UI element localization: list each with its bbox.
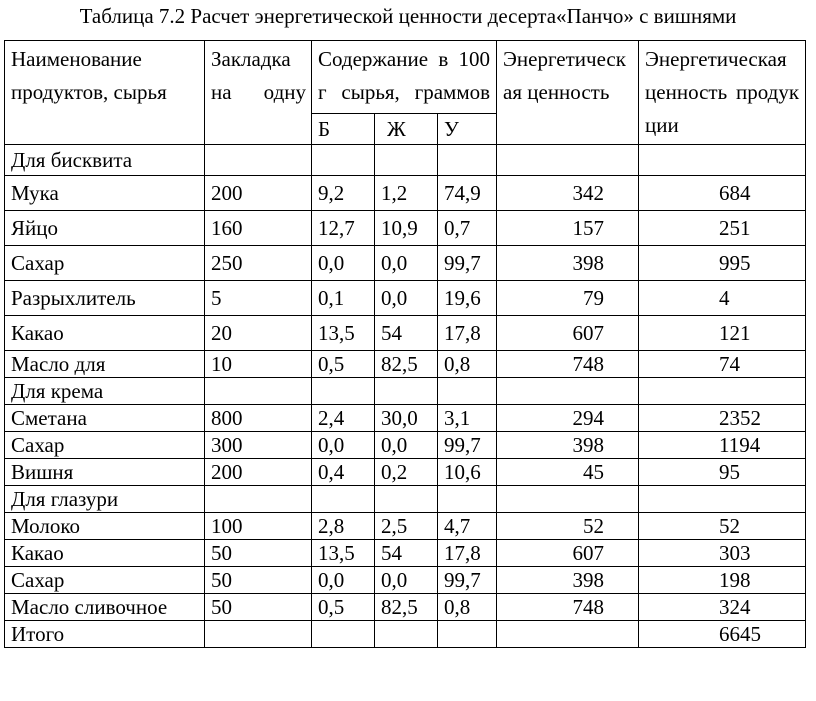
cell-energy-total: 121	[639, 316, 806, 351]
cell-amount	[205, 145, 312, 176]
cell-energy-100: 294	[497, 405, 639, 432]
header-row	[5, 41, 806, 114]
cell-energy-100	[497, 621, 639, 648]
cell-amount: 20	[205, 316, 312, 351]
cell-protein: 0,5	[312, 594, 375, 621]
cell-energy-100: 79	[497, 281, 639, 316]
cell-name: Разрыхлитель	[5, 281, 205, 316]
cell-name: Какао	[5, 540, 205, 567]
cell-protein: 13,5	[312, 316, 375, 351]
cell-energy-total: 324	[639, 594, 806, 621]
header-name-text: Наименование продуктов, сырья	[11, 47, 167, 104]
cell-protein	[312, 621, 375, 648]
table-caption: Таблица 7.2 Расчет энергетической ценности десерта«Панчо» с вишнями	[79, 4, 737, 28]
cell-protein: 9,2	[312, 176, 375, 211]
cell-energy-total	[639, 378, 806, 405]
cell-protein: 13,5	[312, 540, 375, 567]
cell-energy-total: 198	[639, 567, 806, 594]
cell-protein	[312, 486, 375, 513]
cell-amount: 100	[205, 513, 312, 540]
cell-name: Сахар	[5, 567, 205, 594]
cell-amount	[205, 486, 312, 513]
cell-protein	[312, 378, 375, 405]
cell-protein: 0,0	[312, 246, 375, 281]
header-energy-total-text: Энергетическая ценность продукции	[645, 47, 800, 137]
cell-name: Вишня	[5, 459, 205, 486]
cell-carbs: 10,6	[438, 459, 497, 486]
cell-protein: 2,4	[312, 405, 375, 432]
cell-name: Итого	[5, 621, 205, 648]
header-energy-total	[639, 41, 806, 145]
cell-protein: 0,0	[312, 567, 375, 594]
cell-energy-100: 52	[497, 513, 639, 540]
table-row	[5, 459, 806, 486]
cell-amount: 50	[205, 567, 312, 594]
energy-value-table	[4, 40, 806, 648]
cell-fat: 0,0	[375, 432, 438, 459]
table-row	[5, 621, 806, 648]
cell-carbs: 0,8	[438, 594, 497, 621]
cell-amount: 5	[205, 281, 312, 316]
cell-energy-100: 607	[497, 540, 639, 567]
cell-fat: 10,9	[375, 211, 438, 246]
cell-amount: 250	[205, 246, 312, 281]
cell-carbs	[438, 621, 497, 648]
cell-energy-100	[497, 378, 639, 405]
cell-name: Сахар	[5, 246, 205, 281]
cell-energy-total: 684	[639, 176, 806, 211]
header-name	[5, 41, 205, 145]
cell-name: Мука	[5, 176, 205, 211]
table-row	[5, 145, 806, 176]
cell-fat	[375, 378, 438, 405]
cell-fat	[375, 486, 438, 513]
cell-energy-100: 45	[497, 459, 639, 486]
cell-energy-total	[639, 145, 806, 176]
cell-amount: 800	[205, 405, 312, 432]
table-row	[5, 594, 806, 621]
cell-fat: 54	[375, 316, 438, 351]
cell-carbs: 17,8	[438, 316, 497, 351]
table-row	[5, 513, 806, 540]
cell-protein: 2,8	[312, 513, 375, 540]
cell-amount	[205, 621, 312, 648]
cell-amount: 50	[205, 540, 312, 567]
table-row	[5, 567, 806, 594]
cell-energy-100: 748	[497, 594, 639, 621]
cell-fat: 54	[375, 540, 438, 567]
cell-fat: 30,0	[375, 405, 438, 432]
table-row	[5, 486, 806, 513]
cell-amount: 200	[205, 176, 312, 211]
table-row	[5, 176, 806, 211]
cell-name: Масло сливочное	[5, 594, 205, 621]
cell-energy-total: 995	[639, 246, 806, 281]
cell-carbs: 99,7	[438, 246, 497, 281]
table-row	[5, 432, 806, 459]
header-energy-100-text: Энергетическая ценность	[503, 47, 626, 104]
table-row	[5, 378, 806, 405]
cell-energy-100: 607	[497, 316, 639, 351]
table-row	[5, 540, 806, 567]
cell-name: Для крема	[5, 378, 205, 405]
cell-amount: 10	[205, 351, 312, 378]
cell-energy-total: 95	[639, 459, 806, 486]
cell-amount: 50	[205, 594, 312, 621]
cell-carbs	[438, 378, 497, 405]
cell-carbs: 0,7	[438, 211, 497, 246]
cell-energy-100: 398	[497, 432, 639, 459]
cell-name: Для глазури	[5, 486, 205, 513]
cell-carbs: 3,1	[438, 405, 497, 432]
cell-energy-total: 1194	[639, 432, 806, 459]
cell-fat: 82,5	[375, 351, 438, 378]
header-fat: Ж	[375, 114, 438, 145]
cell-energy-total: 4	[639, 281, 806, 316]
cell-name: Молоко	[5, 513, 205, 540]
cell-fat: 0,2	[375, 459, 438, 486]
cell-amount: 200	[205, 459, 312, 486]
cell-name: Сахар	[5, 432, 205, 459]
cell-protein: 0,4	[312, 459, 375, 486]
cell-energy-total: 74	[639, 351, 806, 378]
cell-name: Сметана	[5, 405, 205, 432]
header-amount-text: Закладка на одну	[211, 47, 306, 104]
header-energy-100	[497, 41, 639, 145]
cell-amount: 160	[205, 211, 312, 246]
cell-carbs	[438, 145, 497, 176]
cell-energy-100: 398	[497, 567, 639, 594]
cell-energy-total: 52	[639, 513, 806, 540]
cell-amount: 300	[205, 432, 312, 459]
cell-carbs: 74,9	[438, 176, 497, 211]
table-row	[5, 316, 806, 351]
cell-fat: 2,5	[375, 513, 438, 540]
cell-energy-100: 342	[497, 176, 639, 211]
table-row	[5, 281, 806, 316]
cell-carbs: 4,7	[438, 513, 497, 540]
cell-name: Яйцо	[5, 211, 205, 246]
cell-energy-total: 251	[639, 211, 806, 246]
cell-energy-total: 303	[639, 540, 806, 567]
cell-energy-total: 6645	[639, 621, 806, 648]
cell-fat	[375, 145, 438, 176]
table-row	[5, 351, 806, 378]
cell-protein: 12,7	[312, 211, 375, 246]
cell-energy-100: 398	[497, 246, 639, 281]
cell-name: Масло для	[5, 351, 205, 378]
cell-carbs: 0,8	[438, 351, 497, 378]
cell-fat: 82,5	[375, 594, 438, 621]
cell-amount	[205, 378, 312, 405]
cell-fat: 0,0	[375, 567, 438, 594]
cell-carbs	[438, 486, 497, 513]
cell-fat: 0,0	[375, 281, 438, 316]
cell-name: Для бисквита	[5, 145, 205, 176]
cell-protein	[312, 145, 375, 176]
cell-fat: 0,0	[375, 246, 438, 281]
header-amount	[205, 41, 312, 145]
header-carbs: У	[438, 114, 497, 145]
header-content	[312, 41, 497, 114]
header-protein: Б	[312, 114, 375, 145]
cell-carbs: 99,7	[438, 432, 497, 459]
cell-energy-100: 157	[497, 211, 639, 246]
header-content-text: Содержание в 100 г сырья, граммов	[318, 47, 491, 104]
table-row	[5, 211, 806, 246]
table-row	[5, 246, 806, 281]
cell-name: Какао	[5, 316, 205, 351]
cell-energy-total	[639, 486, 806, 513]
cell-energy-100	[497, 145, 639, 176]
cell-protein: 0,0	[312, 432, 375, 459]
cell-carbs: 17,8	[438, 540, 497, 567]
table-row	[5, 405, 806, 432]
cell-carbs: 19,6	[438, 281, 497, 316]
cell-energy-100	[497, 486, 639, 513]
cell-fat	[375, 621, 438, 648]
cell-energy-total: 2352	[639, 405, 806, 432]
cell-fat: 1,2	[375, 176, 438, 211]
cell-carbs: 99,7	[438, 567, 497, 594]
cell-protein: 0,5	[312, 351, 375, 378]
cell-energy-100: 748	[497, 351, 639, 378]
cell-protein: 0,1	[312, 281, 375, 316]
